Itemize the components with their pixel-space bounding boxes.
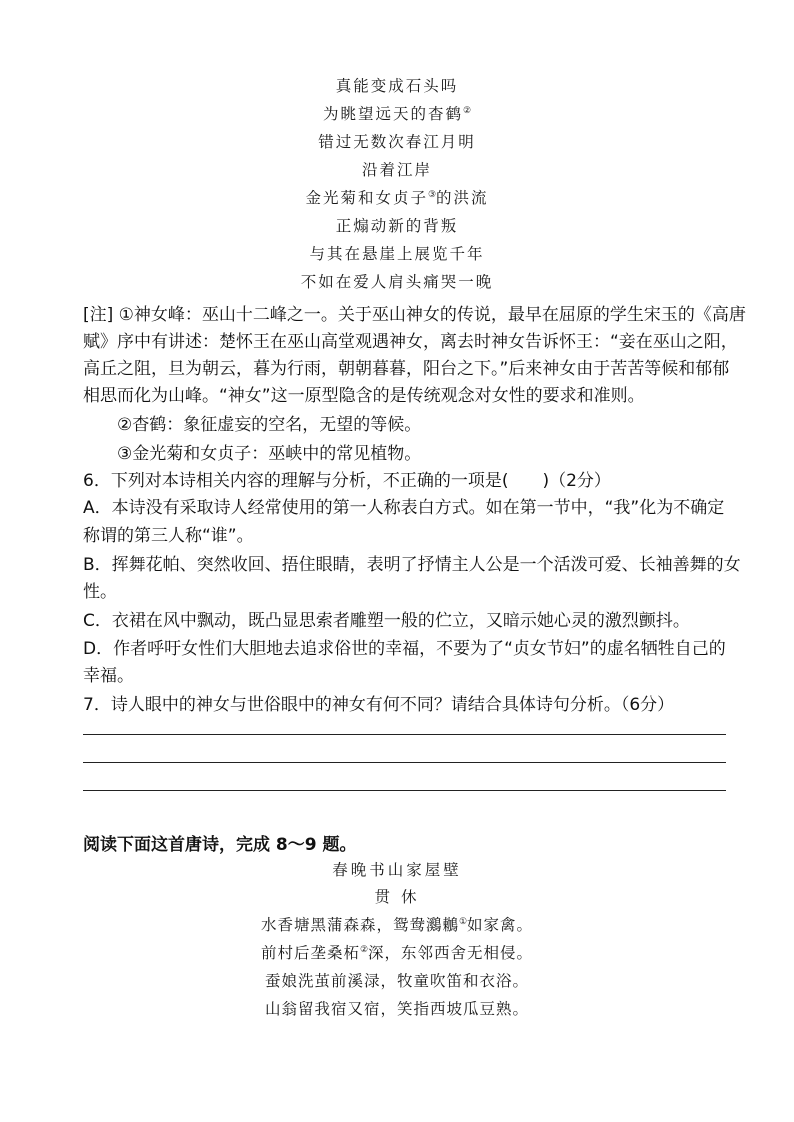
- footnote-marker: ①: [458, 917, 468, 927]
- note-1-line-3: 高丘之阻，旦为朝云，暮为行雨，朝朝暮暮，阳台之下。”后来神女由于苦苦等候和郁郁: [83, 359, 730, 379]
- poem-line-4: [0, 158, 794, 180]
- note-1-line-4: 相思而化为山峰。“神女”这一原型隐含的是传统观念对女性的要求和准则。: [83, 386, 645, 406]
- option-b-line-2: 性。: [83, 582, 117, 602]
- poem-line-tail: 的洪流: [436, 189, 489, 207]
- poem-line-text: 真能变成石头吗: [335, 77, 459, 95]
- option-d-line-1: D．作者呼吁女性们大胆地去追求俗世的幸福，不要为了“贞女节妇”的虚名牺牲自己的: [83, 639, 726, 659]
- option-b-line-1: B．挥舞花帕、突然收回、捂住眼睛，表明了抒情主人公是一个活泼可爱、长袖善舞的女: [83, 555, 741, 575]
- notes-label: [注]: [83, 305, 114, 325]
- answer-line-2[interactable]: [83, 762, 726, 763]
- note-3: ③金光菊和女贞子：巫峡中的常见植物。: [117, 444, 422, 464]
- poem2-author: 贯 休: [374, 888, 420, 906]
- poem2-line-text: 前村后垄桑柘: [260, 944, 360, 962]
- poem2-line-3: 蚕娘洗茧前溪渌，牧童吹笛和衣浴。: [264, 972, 529, 990]
- poem-line-text: 为眺望远天的杳鹤: [322, 105, 463, 123]
- poem-line-text: 金光菊和女贞子: [305, 189, 428, 207]
- section-intro: 阅读下面这首唐诗，完成 8～9 题。: [83, 835, 357, 855]
- poem2-line-text: 水香塘黑蒲森森，鸳鸯鸂鶒: [260, 916, 459, 934]
- footnote-marker: ②: [359, 945, 369, 955]
- poem2-line-2: [0, 941, 794, 963]
- poem-line-6: [0, 214, 794, 236]
- poem2-line-1: [0, 913, 794, 935]
- poem-line-8: [0, 270, 794, 292]
- note-2: ②杳鹤：象征虚妄的空名，无望的等候。: [117, 415, 422, 435]
- poem2-line-text: 如家禽。: [467, 916, 534, 934]
- poem-line-text: 与其在悬崖上展览千年: [309, 245, 485, 263]
- option-d-line-2: 幸福。: [83, 666, 134, 686]
- poem-line-text: 正煽动新的背叛: [335, 217, 459, 235]
- poem-line-7: [0, 242, 794, 264]
- note-text: ①神女峰：巫山十二峰之一。关于巫山神女的传说，最早在屈原的学生宋玉的《高唐: [118, 305, 746, 325]
- poem-line-text: 不如在爱人肩头痛哭一晚: [300, 273, 494, 291]
- answer-line-3[interactable]: [83, 790, 726, 791]
- poem2-line-text: 深，东邻西舍无相侵。: [368, 944, 534, 962]
- option-a-line-1: A．本诗没有采取诗人经常使用的第一人称表白方式。如在第一节中，“我”化为不确定: [83, 498, 725, 518]
- note-1-line-1: [83, 300, 746, 325]
- footnote-marker: ②: [462, 106, 472, 116]
- poem-line-text: 错过无数次春江月明: [318, 133, 476, 151]
- answer-line-1[interactable]: [83, 734, 726, 735]
- poem2-title: 春晚书山家屋壁: [332, 861, 462, 879]
- poem-line-1: [0, 74, 794, 96]
- poem-line-5: [0, 186, 794, 208]
- poem2-line-4: 山翁留我宿又宿，笑指西坡瓜豆熟。: [264, 1000, 529, 1018]
- poem-line-3: [0, 130, 794, 152]
- poem-line-2: [0, 102, 794, 124]
- footnote-marker: ③: [427, 190, 437, 200]
- question-7-stem: 7．诗人眼中的神女与世俗眼中的神女有何不同？请结合具体诗句分析。（6分）: [83, 695, 675, 715]
- option-a-line-2: 称谓的第三人称“谁”。: [83, 526, 254, 546]
- poem-line-text: 沿着江岸: [361, 161, 432, 179]
- question-6-stem: 6．下列对本诗相关内容的理解与分析，不正确的一项是( )（2分）: [83, 471, 611, 491]
- note-1-line-2: 赋》序中有讲述：楚怀王在巫山高堂观遇神女，离去时神女告诉怀王：“妾在巫山之阳，: [83, 332, 738, 352]
- option-c: C．衣裙在风中飘动，既凸显思索者雕塑一般的伫立，又暗示她心灵的激烈颤抖。: [83, 611, 690, 631]
